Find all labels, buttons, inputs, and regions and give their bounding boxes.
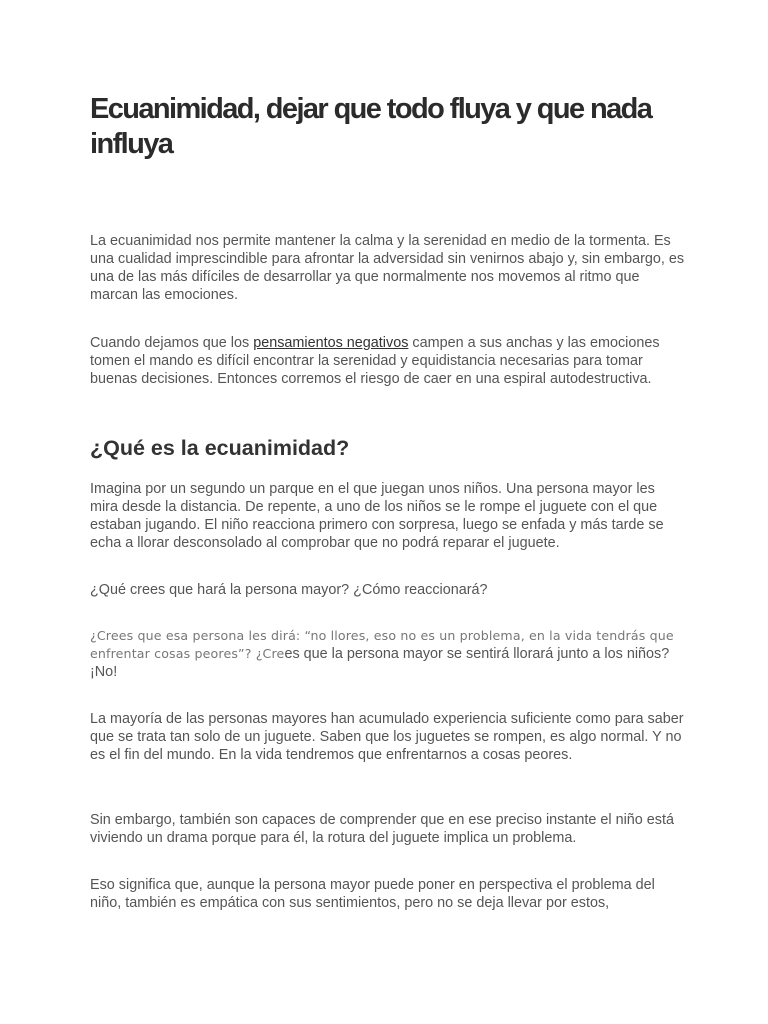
body-paragraph-6: Eso significa que, aunque la persona mayor puede poner en perspectiva el problema del niño, también es empática con sus sentimientos, pero no se deja llevar por estos,: [90, 877, 655, 911]
body-paragraph-4: La mayoría de las personas mayores han acumulado experiencia suficiente como para saber que se trata tan solo de un juguete. Saben que los juguetes se rompen, es algo normal. Y no es el fin del mundo. En la vida tendremos que enfrentarnos a cosas peores.: [90, 711, 684, 763]
intro-paragraph-1: La ecuanimidad nos permite mantener la calma y la serenidad en medio de la tormenta. Es una cualidad imprescindible para afrontar la adversidad sin venirnos abajo y, sin embargo, es una de las más difíciles de desarrollar ya que normalmente nos movemos al ritmo que marcan las emociones.: [90, 233, 685, 303]
body-paragraph-2: ¿Qué crees que hará la persona mayor? ¿Cómo reaccionará?: [90, 582, 488, 598]
article-title: Ecuanimidad, dejar que todo fluya y que nada influya: [90, 93, 652, 160]
section-heading: ¿Qué es la ecuanimidad?: [90, 436, 350, 460]
body-paragraph-3-end: es que la persona mayor se sentirá llorará junto a los niños? ¡No!: [90, 646, 670, 680]
intro-paragraph-2: [90, 334, 685, 388]
article: [90, 92, 685, 911]
body-paragraph-3: [90, 627, 685, 681]
intro-paragraph-2-start: Cuando dejamos que los: [90, 335, 254, 351]
intro-paragraph-2-end: campen a sus anchas y las emociones tomen el mando es difícil encontrar la serenidad y equidistancia necesarias para tomar buenas decisiones. Entonces corremos el riesgo de caer en una espiral autodestructiva.: [90, 335, 660, 387]
body-paragraph-5: Sin embargo, también son capaces de comprender que en ese preciso instante el niño está viviendo un drama porque para él, la rotura del juguete implica un problema.: [90, 812, 674, 846]
body-paragraph-3-quote: ¿Crees que esa persona les dirá: “no llores, eso no es un problema, en la vida tendrás que enfrentar cosas peores”? ¿Cre: [90, 628, 674, 661]
body-paragraph-1: Imagina por un segundo un parque en el que juegan unos niños. Una persona mayor les mira desde la distancia. De repente, a uno de los niños se le rompe el juguete con el que estaban jugando. El niño reacciona primero con sorpresa, luego se enfada y más tarde se echa a llorar desconsolado al comprobar que no podrá reparar el juguete.: [90, 481, 664, 551]
negative-thoughts-link[interactable]: pensamientos negativos: [253, 335, 409, 351]
